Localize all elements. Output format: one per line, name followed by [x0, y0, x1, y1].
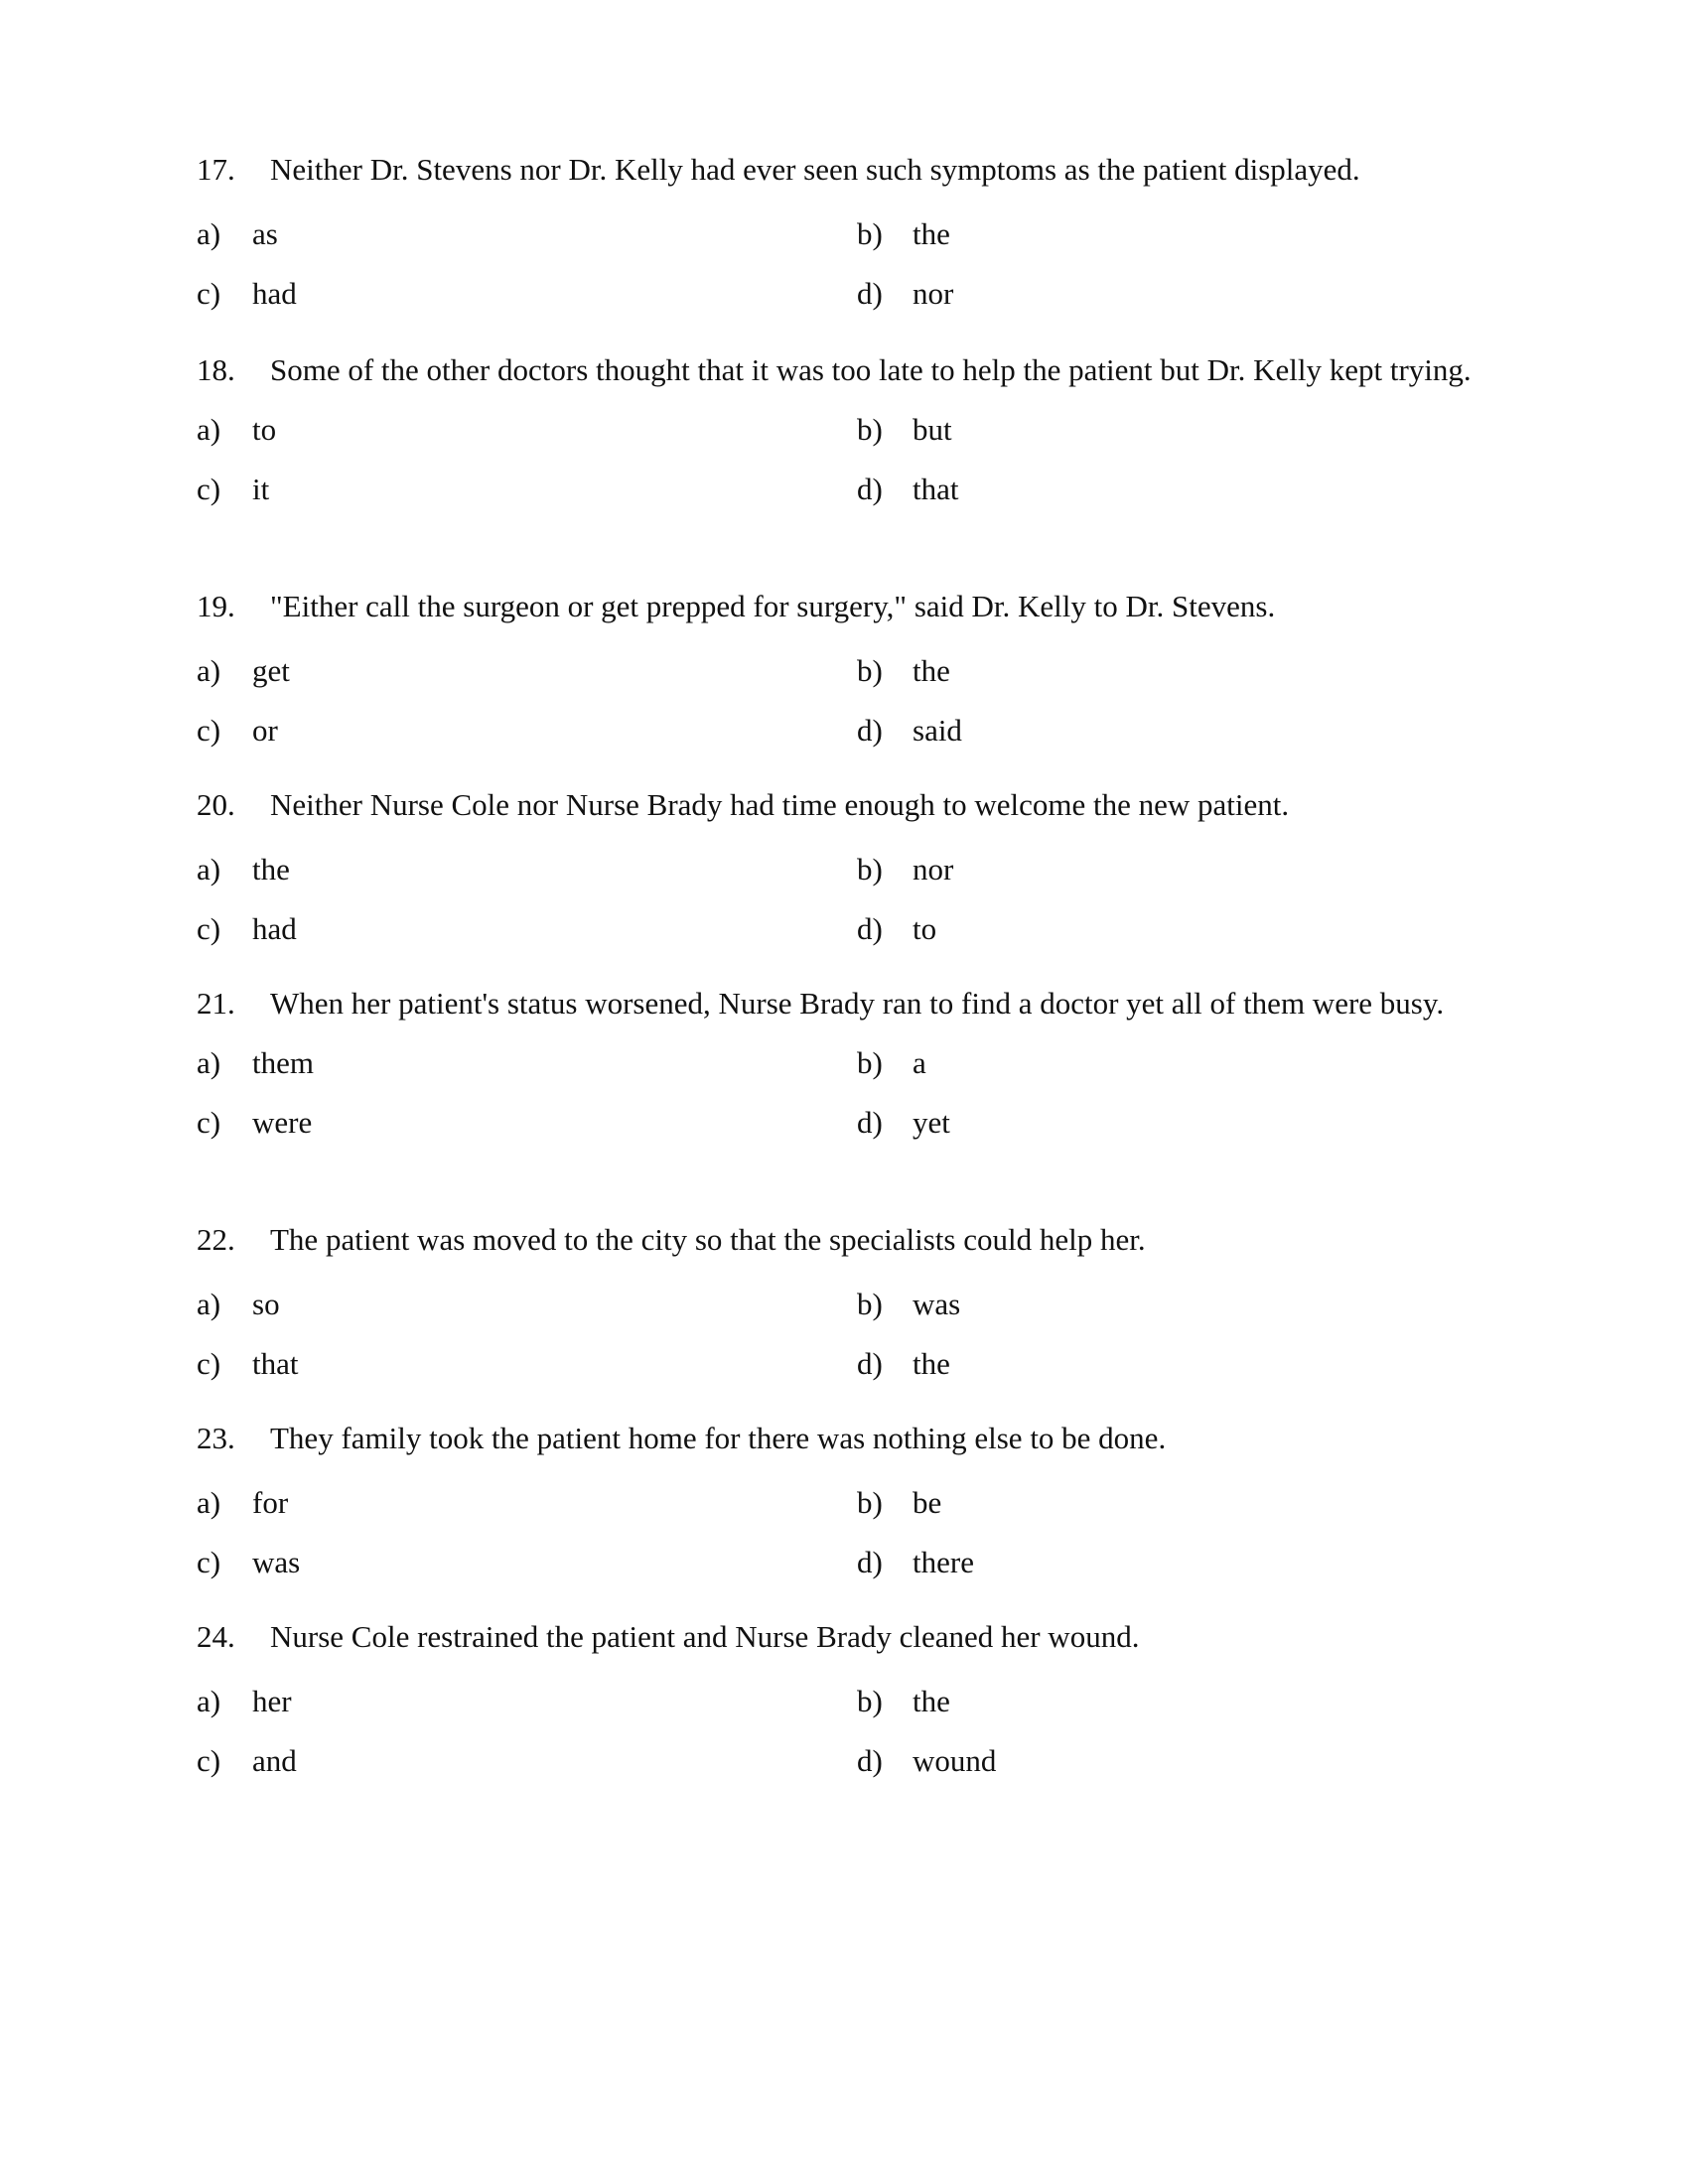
option-text: the	[913, 652, 950, 688]
option-letter: a)	[197, 1683, 221, 1718]
options-row	[197, 1544, 1487, 1587]
option-text: wound	[913, 1742, 997, 1778]
option-text: but	[913, 412, 952, 447]
question-text: Nurse Cole restrained the patient and Nurse Brady cleaned her wound.	[270, 1619, 1140, 1654]
question-line	[197, 1618, 1487, 1657]
question-19	[197, 588, 1487, 755]
question-number: 17.	[197, 152, 235, 187]
options-row	[197, 215, 1487, 259]
option-text: that	[913, 472, 959, 506]
question-text: Some of the other doctors thought that it was too late to help the patient but Dr. Kelly kept trying.	[270, 352, 1472, 387]
option-letter: a)	[197, 1286, 221, 1321]
options-row	[197, 1345, 1487, 1389]
options-row	[197, 1104, 1487, 1148]
option-text: nor	[913, 851, 954, 887]
question-number: 24.	[197, 1619, 235, 1654]
question-20	[197, 786, 1487, 954]
options-row	[197, 910, 1487, 954]
option-text: get	[252, 652, 290, 688]
option-letter: c)	[197, 1742, 221, 1778]
option-letter: d)	[857, 1105, 883, 1140]
option-text: the	[913, 1683, 950, 1718]
options-row	[197, 1286, 1487, 1329]
question-22	[197, 1221, 1487, 1389]
option-letter: c)	[197, 472, 221, 506]
option-text: yet	[913, 1105, 950, 1140]
option-text: it	[252, 472, 270, 506]
question-number: 22.	[197, 1222, 235, 1257]
options-row	[197, 851, 1487, 894]
question-number: 20.	[197, 787, 235, 822]
option-letter: d)	[857, 910, 883, 946]
options-row	[197, 275, 1487, 319]
question-23	[197, 1420, 1487, 1587]
options-row	[197, 652, 1487, 696]
option-text: was	[252, 1544, 301, 1579]
option-text: the	[913, 1345, 950, 1381]
option-letter: c)	[197, 275, 221, 311]
question-text: When her patient's status worsened, Nurse Brady ran to find a doctor yet all of them were busy.	[270, 986, 1445, 1021]
question-18	[197, 351, 1487, 514]
option-text: nor	[913, 275, 954, 311]
option-text: as	[252, 215, 278, 251]
option-text: or	[252, 712, 278, 748]
question-line	[197, 1420, 1487, 1458]
option-letter: a)	[197, 215, 221, 251]
options-row	[197, 1044, 1487, 1088]
option-text: be	[913, 1484, 942, 1520]
option-text: them	[252, 1045, 314, 1080]
option-text: there	[913, 1544, 974, 1579]
option-letter: b)	[857, 1286, 883, 1321]
question-line	[197, 985, 1487, 1023]
options-row	[197, 712, 1487, 755]
option-letter: d)	[857, 1544, 883, 1579]
option-text: had	[252, 275, 297, 311]
question-text: They family took the patient home for there was nothing else to be done.	[270, 1421, 1167, 1455]
option-text: her	[252, 1683, 292, 1718]
option-letter: b)	[857, 215, 883, 251]
option-text: so	[252, 1286, 280, 1321]
option-letter: c)	[197, 1105, 221, 1140]
option-text: that	[252, 1345, 299, 1381]
option-letter: b)	[857, 1484, 883, 1520]
option-letter: c)	[197, 1345, 221, 1381]
option-letter: c)	[197, 1544, 221, 1579]
options-row	[197, 411, 1487, 455]
option-text: to	[913, 910, 937, 946]
question-line	[197, 588, 1487, 626]
question-number: 23.	[197, 1421, 235, 1455]
option-letter: a)	[197, 1484, 221, 1520]
option-text: the	[252, 851, 290, 887]
option-text: were	[252, 1105, 313, 1140]
option-letter: b)	[857, 1045, 883, 1080]
question-text: "Either call the surgeon or get prepped for surgery," said Dr. Kelly to Dr. Stevens.	[270, 589, 1276, 623]
question-line	[197, 786, 1487, 825]
option-letter: d)	[857, 1345, 883, 1381]
option-letter: b)	[857, 652, 883, 688]
option-text: the	[913, 215, 950, 251]
option-letter: a)	[197, 851, 221, 887]
option-text: and	[252, 1742, 297, 1778]
option-letter: a)	[197, 412, 221, 447]
option-letter: d)	[857, 712, 883, 748]
option-text: a	[913, 1045, 926, 1080]
option-letter: c)	[197, 910, 221, 946]
option-letter: d)	[857, 472, 883, 506]
option-letter: a)	[197, 1045, 221, 1080]
question-line	[197, 1221, 1487, 1260]
options-row	[197, 1683, 1487, 1726]
options-row	[197, 1484, 1487, 1528]
question-number: 19.	[197, 589, 235, 623]
question-21	[197, 985, 1487, 1148]
option-letter: d)	[857, 1742, 883, 1778]
options-row	[197, 471, 1487, 514]
options-row	[197, 1742, 1487, 1786]
option-text: to	[252, 412, 277, 447]
option-letter: b)	[857, 1683, 883, 1718]
option-text: had	[252, 910, 297, 946]
option-letter: b)	[857, 412, 883, 447]
question-line	[197, 351, 1487, 389]
option-letter: d)	[857, 275, 883, 311]
question-text: Neither Dr. Stevens nor Dr. Kelly had ever seen such symptoms as the patient displayed.	[270, 152, 1360, 187]
question-17	[197, 151, 1487, 319]
question-number: 21.	[197, 986, 235, 1021]
option-letter: a)	[197, 652, 221, 688]
option-text: said	[913, 712, 962, 748]
option-letter: b)	[857, 851, 883, 887]
question-line	[197, 151, 1487, 190]
option-letter: c)	[197, 712, 221, 748]
question-24	[197, 1618, 1487, 1786]
option-text: for	[252, 1484, 289, 1520]
question-number: 18.	[197, 352, 235, 387]
question-text: Neither Nurse Cole nor Nurse Brady had time enough to welcome the new patient.	[270, 787, 1290, 822]
question-text: The patient was moved to the city so that the specialists could help her.	[270, 1222, 1146, 1257]
option-text: was	[913, 1286, 961, 1321]
